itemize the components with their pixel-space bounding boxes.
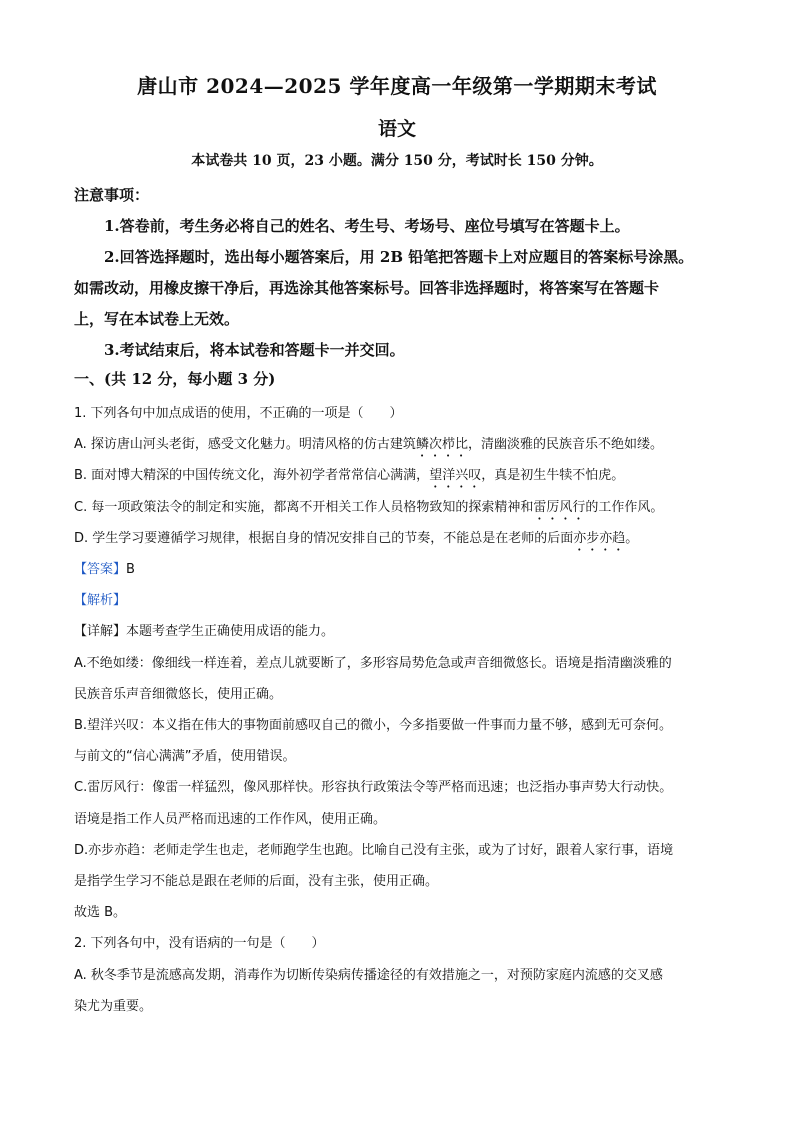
notes-item-2-line-2: 如需改动，用橡皮擦干净后，再选涂其他答案标号。回答非选择题时，将答案写在答题卡 <box>74 279 660 297</box>
question-1-option-d <box>74 523 726 554</box>
option-b-text-pre: B. 面对博大精深的中国传统文化，海外初学者常常信心满满， <box>74 468 430 484</box>
answer-tag: 【答案】 <box>74 562 127 578</box>
option-d-text-post: 。 <box>625 530 639 546</box>
answer-line <box>74 554 726 585</box>
notes-item-1: 1.答卷前，考生务必将自己的姓名、考生号、考场号、座位号填写在答题卡上。 <box>104 217 630 235</box>
option-c-text-pre: C. 每一项政策法令的制定和实施，都离不开相关工作人员格物致知的探索精神和 <box>74 499 534 515</box>
question-2-option-a-line-1: A. 秋冬季节是流感高发期，消毒作为切断传染病传播途径的有效措施之一，对预防家庭内流感的交叉感 <box>74 967 663 983</box>
question-2-stem: 2. 下列各句中，没有语病的一句是（ ） <box>74 936 325 952</box>
notes-item-2-line-1: 2.回答选择题时，选出每小题答案后，用 2B 铅笔把答题卡上对应题目的答案标号涂黑。 <box>104 248 694 266</box>
analysis-line <box>74 585 726 616</box>
option-c-idiom: 雷厉风行 <box>533 499 586 515</box>
answer-value: B <box>126 562 135 578</box>
option-a-text-post: ，清幽淡雅的民族音乐不绝如缕。 <box>467 437 663 453</box>
notes-heading: 注意事项： <box>74 186 150 204</box>
option-a-text-pre: A. 探访唐山河头老街，感受文化魅力。明清风格的仿古建筑 <box>74 437 416 453</box>
exam-title: 唐山市 2024—2025 学年度高一年级第一学期期末考试 <box>137 74 657 98</box>
analysis-tag: 【解析】 <box>74 593 127 609</box>
notes-item-2-line-3: 上，写在本试卷上无效。 <box>74 310 240 328</box>
explanation-b-line-1: B.望洋兴叹：本义指在伟大的事物面前感叹自己的微小，今多指要做一件事而力量不够，感到无可奈何。 <box>74 718 673 734</box>
question-1-option-c <box>74 492 726 523</box>
explanation-a-line-1: A.不绝如缕：像细线一样连着，差点儿就要断了，多形容局势危急或声音细微悠长。语境是指清幽淡雅的 <box>74 655 672 671</box>
detail-text: 本题考查学生正确使用成语的能力。 <box>126 624 335 640</box>
option-b-idiom: 望洋兴叹 <box>429 468 482 484</box>
notes-section <box>74 180 726 366</box>
explanation-c-line-1: C.雷厉风行：像雷一样猛烈，像风那样快。形容执行政策法令等严格而迅速；也泛指办事声势大行动快。 <box>74 780 673 796</box>
option-d-idiom: 亦步亦趋 <box>573 530 626 546</box>
question-1-option-b <box>74 460 726 491</box>
detail-tag: 【详解】 <box>74 624 127 640</box>
subject-title: 语文 <box>377 118 416 140</box>
explanation-c-line-2: 语境是指工作人员严格而迅速的工作作风，使用正确。 <box>74 811 387 827</box>
question-1-option-a <box>74 429 726 460</box>
section-1-heading: 一、(共 12 分，每小题 3 分) <box>74 370 276 388</box>
question-1-stem: 1. 下列各句中加点成语的使用，不正确的一项是（ ） <box>74 406 403 421</box>
explanation-b-line-2: 与前文的“信心满满”矛盾，使用错误。 <box>74 749 296 765</box>
option-a-idiom: 鳞次栉比 <box>415 437 468 453</box>
explanation-d-line-2: 是指学生学习不能总是跟在老师的后面，没有主张，使用正确。 <box>74 874 439 890</box>
notes-item-3: 3.考试结束后，将本试卷和答题卡一并交回。 <box>104 341 405 359</box>
exam-info: 本试卷共 10 页，23 小题。满分 150 分，考试时长 150 分钟。 <box>191 153 603 169</box>
explanation-d-line-1: D.亦步亦趋：老师走学生也走，老师跑学生也跑。比喻自己没有主张，或为了讨好，跟着人家行事，语境 <box>74 842 674 858</box>
explanation-a-line-2: 民族音乐声音细微悠长，使用正确。 <box>74 686 283 702</box>
option-d-text-pre: D. 学生学习要遵循学习规律，根据自身的情况安排自己的节奏，不能总是在老师的后面 <box>74 530 574 546</box>
detail-line <box>74 616 726 647</box>
option-b-text-post: ，真是初生牛犊不怕虎。 <box>481 468 625 484</box>
option-c-text-post: 的工作作风。 <box>585 499 664 515</box>
question-body <box>74 398 726 1022</box>
question-2-option-a-line-2: 染尤为重要。 <box>74 998 153 1014</box>
conclusion-line: 故选 B。 <box>74 905 127 921</box>
